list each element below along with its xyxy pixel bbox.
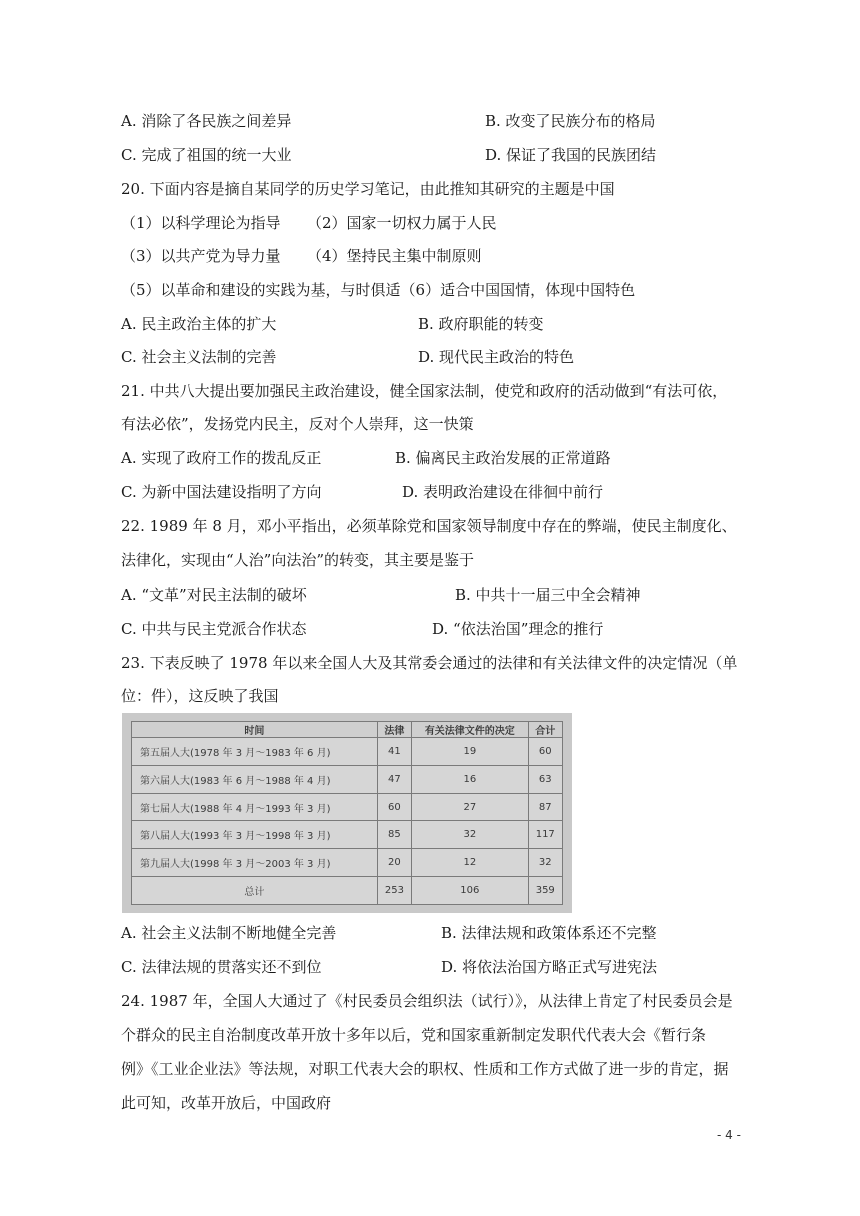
- table-header-row: [132, 722, 563, 738]
- q21-option-b: B. 偏离民主政治发展的正常道路: [395, 449, 611, 467]
- q21-option-a: A. 实现了政府工作的拨乱反正: [121, 449, 322, 467]
- cell-total: 32: [528, 849, 563, 877]
- table-row: [132, 849, 563, 877]
- cell-period: 第五届人大(1978 年 3 月～1983 年 6 月): [132, 738, 378, 766]
- q22-stem-line-2: 法律化，实现由“人治”向法治”的转变，其主要是鉴于: [121, 551, 475, 569]
- header-laws: 法律: [377, 722, 411, 738]
- q21-option-d: D. 表明政治建设在徘徊中前行: [402, 483, 604, 501]
- q19-option-c: C. 完成了祖国的统一大业: [121, 146, 292, 164]
- q21-option-c: C. 为新中国法建设指明了方向: [121, 483, 322, 501]
- cell-total: 63: [528, 765, 563, 793]
- q24-line-2: 个群众的民主自治制度改革开放十多年以后，党和国家重新制定发职代代表大会《暂行条: [121, 1026, 707, 1044]
- cell-laws: 85: [377, 821, 411, 849]
- q23-option-d: D. 将依法治国方略正式写进宪法: [441, 958, 658, 976]
- header-total: 合计: [528, 722, 563, 738]
- q20-stem: 20. 下面内容是摘自某同学的历史学习笔记，由此推知其研究的主题是中国: [121, 180, 615, 198]
- q19-option-d: D. 保证了我国的民族团结: [485, 146, 657, 164]
- cell-laws: 60: [377, 793, 411, 821]
- cell-laws: 47: [377, 765, 411, 793]
- q22-option-d: D. “依法治国”理念的推行: [432, 620, 604, 638]
- q20-item-4: （4）堡持民主集中制原则: [307, 247, 482, 265]
- cell-laws: 253: [377, 877, 411, 905]
- table-total-row: [132, 877, 563, 905]
- q23-option-b: B. 法律法规和政策体系还不完整: [441, 924, 657, 942]
- q22-option-b: B. 中共十一届三中全会精神: [455, 586, 641, 604]
- q20-item-3: （3）以共产党为导力量: [121, 247, 281, 265]
- cell-period: 第六届人大(1983 年 6 月～1988 年 4 月): [132, 765, 378, 793]
- q21-stem-line-2: 有法必依”，发扬党内民主，反对个人崇拜，这一快策: [121, 415, 474, 433]
- cell-decisions: 16: [412, 765, 528, 793]
- q23-option-c: C. 法律法规的贯落实还不到位: [121, 958, 322, 976]
- cell-period: 第九届人大(1998 年 3 月～2003 年 3 月): [132, 849, 378, 877]
- q20-option-a: A. 民主政治主体的扩大: [121, 315, 277, 333]
- cell-total: 87: [528, 793, 563, 821]
- q20-option-c: C. 社会主义法制的完善: [121, 348, 277, 366]
- law-statistics-table: [131, 721, 563, 905]
- q24-line-4: 此可知，改革开放后，中国政府: [121, 1094, 332, 1112]
- q19-option-a: A. 消除了各民族之间差异: [121, 112, 292, 130]
- q21-stem-line-1: 21. 中共八大提出要加强民主政治建设，健全国家法制，使党和政府的活动做到“有法可依，: [121, 382, 728, 400]
- cell-decisions: 106: [412, 877, 528, 905]
- table-row: [132, 738, 563, 766]
- cell-laws: 20: [377, 849, 411, 877]
- cell-period: 第七届人大(1988 年 4 月～1993 年 3 月): [132, 793, 378, 821]
- cell-total: 359: [528, 877, 563, 905]
- cell-decisions: 12: [412, 849, 528, 877]
- table-row: [132, 765, 563, 793]
- law-statistics-table-image: [122, 713, 572, 913]
- q19-option-b: B. 改变了民族分布的格局: [485, 112, 656, 130]
- q20-item-1: （1）以科学理论为指导: [121, 214, 281, 232]
- header-period: 时间: [132, 722, 378, 738]
- q22-stem-line-1: 22. 1989 年 8 月，邓小平指出，必须革除党和国家领导制度中存在的弊端，使民主制度化、: [121, 517, 737, 535]
- q23-stem-line-1: 23. 下表反映了 1978 年以来全国人大及其常委会通过的法律和有关法律文件的决定情况（单: [121, 654, 738, 672]
- q24-line-3: 例》《工业企业法》等法规，对职工代表大会的职权、性质和工作方式做了进一步的肯定，据: [121, 1060, 729, 1078]
- cell-decisions: 27: [412, 793, 528, 821]
- q20-option-b: B. 政府职能的转变: [418, 315, 544, 333]
- cell-total-label: 总计: [132, 877, 378, 905]
- q20-item-2: （2）国家一切权力属于人民: [307, 214, 497, 232]
- page-number: - 4 -: [717, 1128, 741, 1142]
- q22-option-a: A. “文革”对民主法制的破坏: [121, 586, 307, 604]
- cell-total: 60: [528, 738, 563, 766]
- q22-option-c: C. 中共与民主党派合作状态: [121, 620, 307, 638]
- cell-total: 117: [528, 821, 563, 849]
- table-row: [132, 821, 563, 849]
- q20-items-5-6: （5）以革命和建设的实践为基，与时俱适（6）适合中国国情，体现中国特色: [121, 281, 636, 299]
- cell-decisions: 32: [412, 821, 528, 849]
- cell-decisions: 19: [412, 738, 528, 766]
- q23-option-a: A. 社会主义法制不断地健全完善: [121, 924, 337, 942]
- q24-line-1: 24. 1987 年，全国人大通过了《村民委员会组织法（试行）》，从法律上肯定了村民委员会是: [121, 992, 733, 1010]
- header-decisions: 有关法律文件的决定: [412, 722, 528, 738]
- cell-period: 第八届人大(1993 年 3 月～1998 年 3 月): [132, 821, 378, 849]
- table-row: [132, 793, 563, 821]
- q20-option-d: D. 现代民主政治的特色: [418, 348, 575, 366]
- cell-laws: 41: [377, 738, 411, 766]
- q23-stem-line-2: 位：件），这反映了我国: [121, 687, 279, 705]
